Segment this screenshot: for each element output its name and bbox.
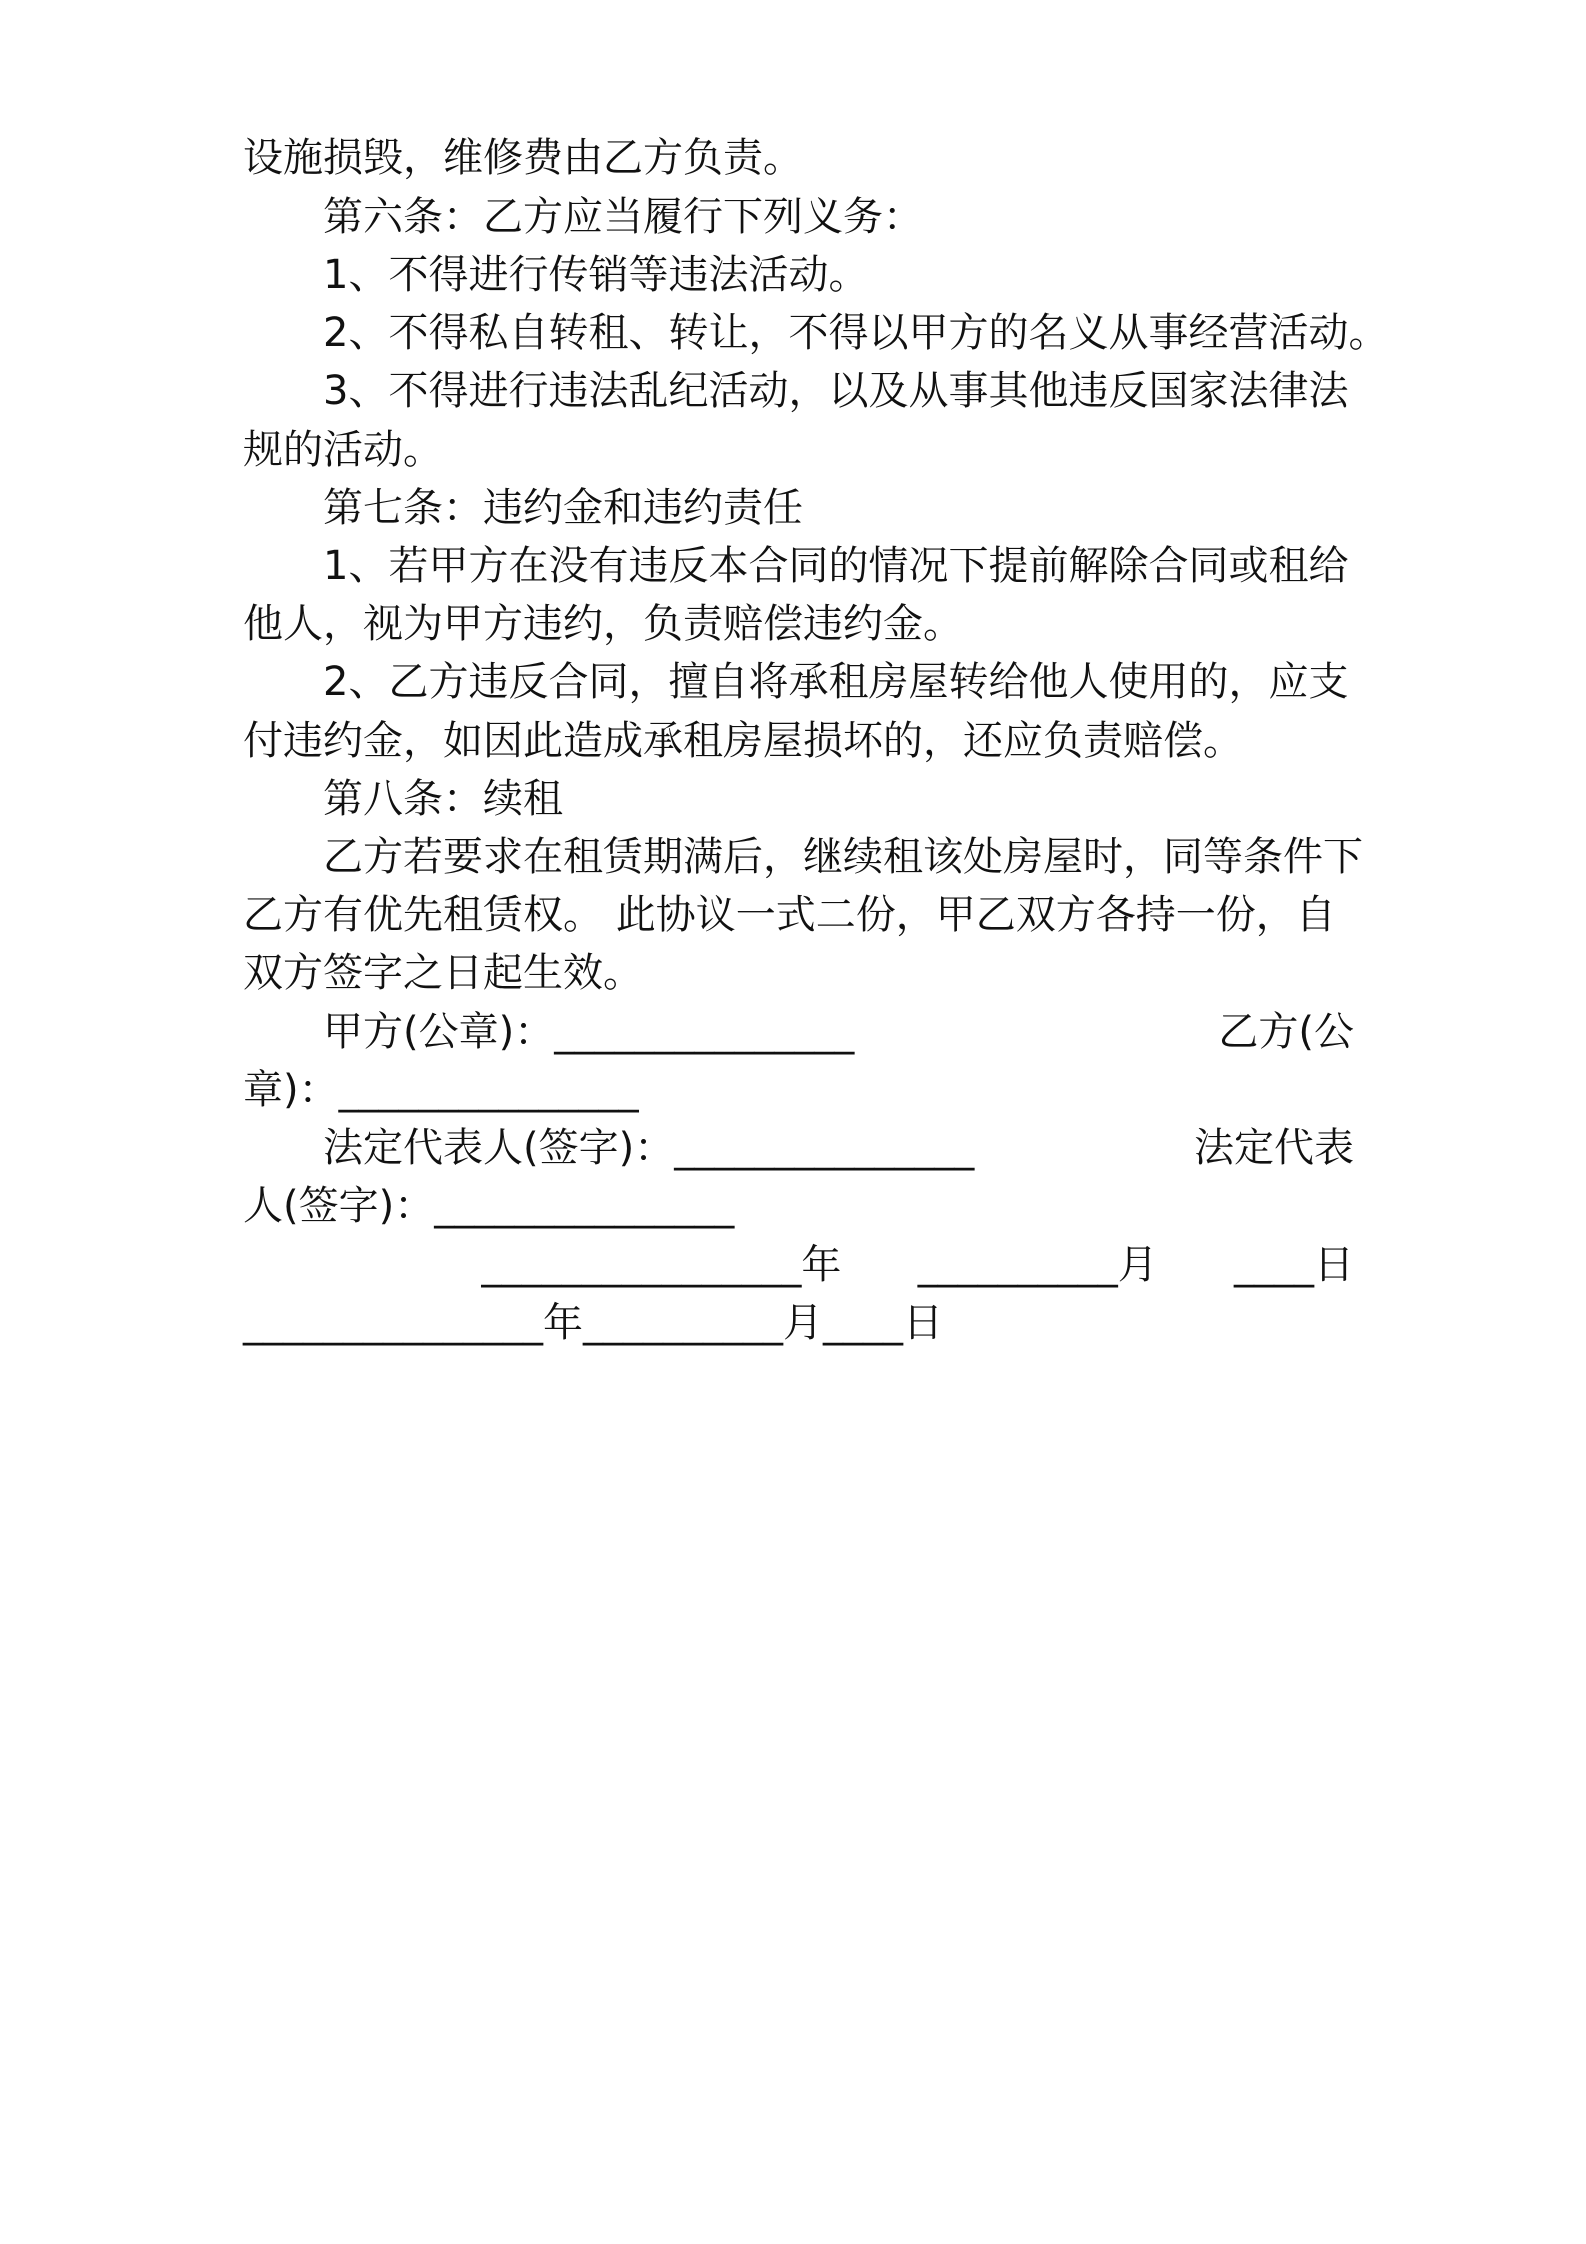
text-line: 双方签字之日起生效。 xyxy=(243,950,643,996)
party-b-rep-field-end: 人(签字)：_______________ xyxy=(243,1183,735,1229)
text-line: 乙方有优先租赁权。 此协议一式二份，甲乙双方各持一份，自 xyxy=(243,892,1336,938)
text-line: 1、不得进行传销等违法活动。 xyxy=(323,252,869,298)
text-line: 乙方若要求在租赁期满后，继续租该处房屋时，同等条件下 xyxy=(323,834,1363,880)
party-b-seal-field-end: 章)：_______________ xyxy=(243,1067,639,1113)
party-a-seal-field: 甲方(公章)：_______________ xyxy=(323,1009,855,1055)
date-field-b: _______________年__________月____日 xyxy=(243,1300,943,1346)
text-line: 3、不得进行违法乱纪活动，以及从事其他违反国家法律法 xyxy=(323,368,1349,414)
text-line: 付违约金，如因此造成承租房屋损坏的，还应负责赔偿。 xyxy=(243,718,1243,764)
party-b-seal-field-start: 乙方(公 xyxy=(1218,1009,1354,1055)
text-line: 规的活动。 xyxy=(243,427,443,473)
text-line: 设施损毁，维修费由乙方负责。 xyxy=(243,135,803,181)
text-line: 1、若甲方在没有违反本合同的情况下提前解除合同或租给 xyxy=(323,543,1349,589)
article-7-heading: 第七条：违约金和违约责任 xyxy=(323,485,803,531)
text-line: 2、不得私自转租、转让，不得以甲方的名义从事经营活动。 xyxy=(323,310,1389,356)
text-line: 他人，视为甲方违约，负责赔偿违约金。 xyxy=(243,601,963,647)
article-8-heading: 第八条：续租 xyxy=(323,776,563,822)
text-line: 2、乙方违反合同，擅自将承租房屋转给他人使用的，应支 xyxy=(323,659,1349,705)
party-a-rep-field: 法定代表人(签字)：_______________ xyxy=(323,1125,975,1171)
date-field-a: ________________年 __________月 ____日 xyxy=(481,1242,1354,1288)
article-6-heading: 第六条：乙方应当履行下列义务： xyxy=(323,194,923,240)
party-b-rep-field-start: 法定代表 xyxy=(1194,1125,1354,1171)
